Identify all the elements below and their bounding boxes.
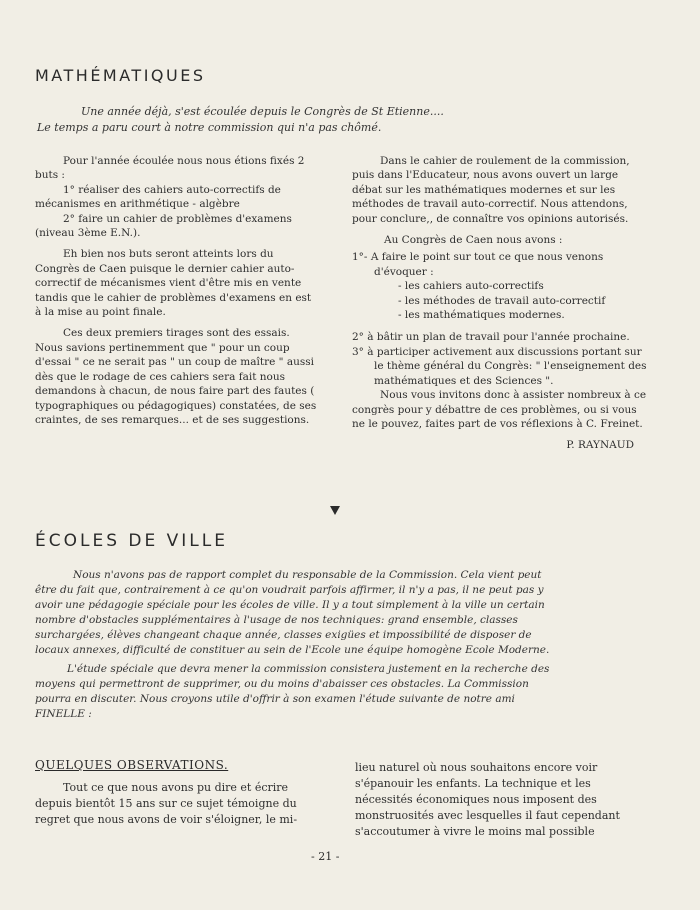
ecoles-title: ÉCOLES DE VILLE bbox=[35, 531, 228, 551]
maths-left-item2: 2° faire un cahier de problèmes d'examens (niveau 3ème E.N.). bbox=[35, 212, 292, 240]
ecoles-intro-p2: L'étude spéciale que devra mener la commission consistera justement en la recherche des moyens qui permettront de supprimer, ou du moins d'abaisser ces obstacles. La Commission pourra en discuter. Nous croyons utile d'offrir à son examen l'étude suivante de notre ami FINELLE : bbox=[35, 663, 550, 720]
maths-left-item1: 1° réaliser des cahiers auto-correctifs de mécanismes en arithmétique - algèbre bbox=[35, 183, 281, 211]
maths-intro-line-2: Le temps a paru court à notre commission qui n'a pas chômé. bbox=[37, 121, 382, 134]
maths-intro bbox=[37, 104, 507, 136]
ecoles-intro bbox=[35, 568, 555, 722]
maths-signature: P. RAYNAUD bbox=[566, 439, 634, 452]
ecoles-subhead: QUELQUES OBSERVATIONS. bbox=[35, 758, 229, 772]
maths-right-sub2: - les méthodes de travail auto-correctif bbox=[398, 294, 606, 307]
maths-left-p1: Pour l'année écoulée nous nous étions fixés 2 buts : bbox=[35, 155, 305, 182]
ecoles-left-column bbox=[35, 780, 320, 835]
maths-right-item1: 1°- A faire le point sur tout ce que nous venons d'évoquer : bbox=[352, 251, 604, 278]
page-number: - 21 - bbox=[311, 850, 340, 863]
maths-right-item3: 3° à participer activement aux discussions portant sur le thème général du Congrès: " l'enseignement des mathématiques et des Sciences ". bbox=[352, 345, 647, 387]
maths-intro-line-1: Une année déjà, s'est écoulée depuis le Congrès de St Etienne.... bbox=[81, 105, 444, 118]
maths-right-p2: Au Congrès de Caen nous avons : bbox=[384, 234, 563, 247]
ecoles-right-column bbox=[355, 760, 637, 847]
maths-left-column bbox=[35, 154, 317, 434]
maths-right-item2: 2° à bâtir un plan de travail pour l'année prochaine. bbox=[352, 331, 630, 344]
ecoles-left-p: Tout ce que nous avons pu dire et écrire depuis bientôt 15 ans sur ce sujet témoigne du regret que nous avons de voir s'éloigner, le mi- bbox=[35, 781, 298, 826]
maths-right-p1: Dans le cahier de roulement de la commission, puis dans l'Educateur, nous avons ouvert un large débat sur les mathématiques modernes et sur les méthodes de travail auto-correctif. Nous attendons, pour conclure,, de connaître vos opinions autorisés. bbox=[352, 155, 630, 225]
maths-right-column bbox=[352, 154, 650, 460]
section-divider-arrow-icon bbox=[330, 506, 340, 515]
maths-title: MATHÉMATIQUES bbox=[35, 66, 206, 85]
maths-left-p2: Eh bien nos buts seront atteints lors du Congrès de Caen puisque le dernier cahier auto-correctif de mécanismes vient d'être mis en vente tandis que le cahier de problèmes d'examens en est à la mise au point finale. bbox=[35, 248, 312, 319]
ecoles-intro-p1: Nous n'avons pas de rapport complet du responsable de la Commission. Cela vient peut être du fait que, contrairement à ce qu'on voudrait parfois affirmer, il n'y a pas, il ne peut pas y avoir une pédagogie spéciale pour les écoles de ville. Il y a tout simplement à la ville un certain nombre d'obstacles supplémentaires à l'usage de nos techniques: grand ensemble, classes surchargées, élèves changeant chaque année, classes exigües et impossibilité de disposer de locaux annexes, difficulté de constituer au sein de l'Ecole une équipe homogène Ecole Moderne. bbox=[35, 569, 550, 656]
maths-right-sub1: - les cahiers auto-correctifs bbox=[398, 280, 544, 293]
maths-right-sub3: - les mathématiques modernes. bbox=[398, 309, 565, 322]
maths-left-p3: Ces deux premiers tirages sont des essais. Nous savions pertinemment que " pour un coup d'essai " ce ne serait pas " un coup de maître " aussi dès que le rodage de ces cahiers sera fait nous demandons à chacun, de nous faire part des fautes ( typographiques ou pédagogiques) constatées, de ses craintes, de ses remarques... et de ses suggestions. bbox=[35, 327, 317, 426]
maths-right-p3: Nous vous invitons donc à assister nombreux à ce congrès pour y débattre de ces problèmes, ou si vous ne le pouvez, faites part de vos réflexions à C. Freinet. bbox=[352, 389, 647, 430]
ecoles-right-p: lieu naturel où nous souhaitons encore voir s'épanouir les enfants. La technique et les nécessités économiques nous imposent des monstruosités avec lesquelles il faut cependant s'accoutumer à vivre le moins mal possible bbox=[355, 761, 620, 838]
